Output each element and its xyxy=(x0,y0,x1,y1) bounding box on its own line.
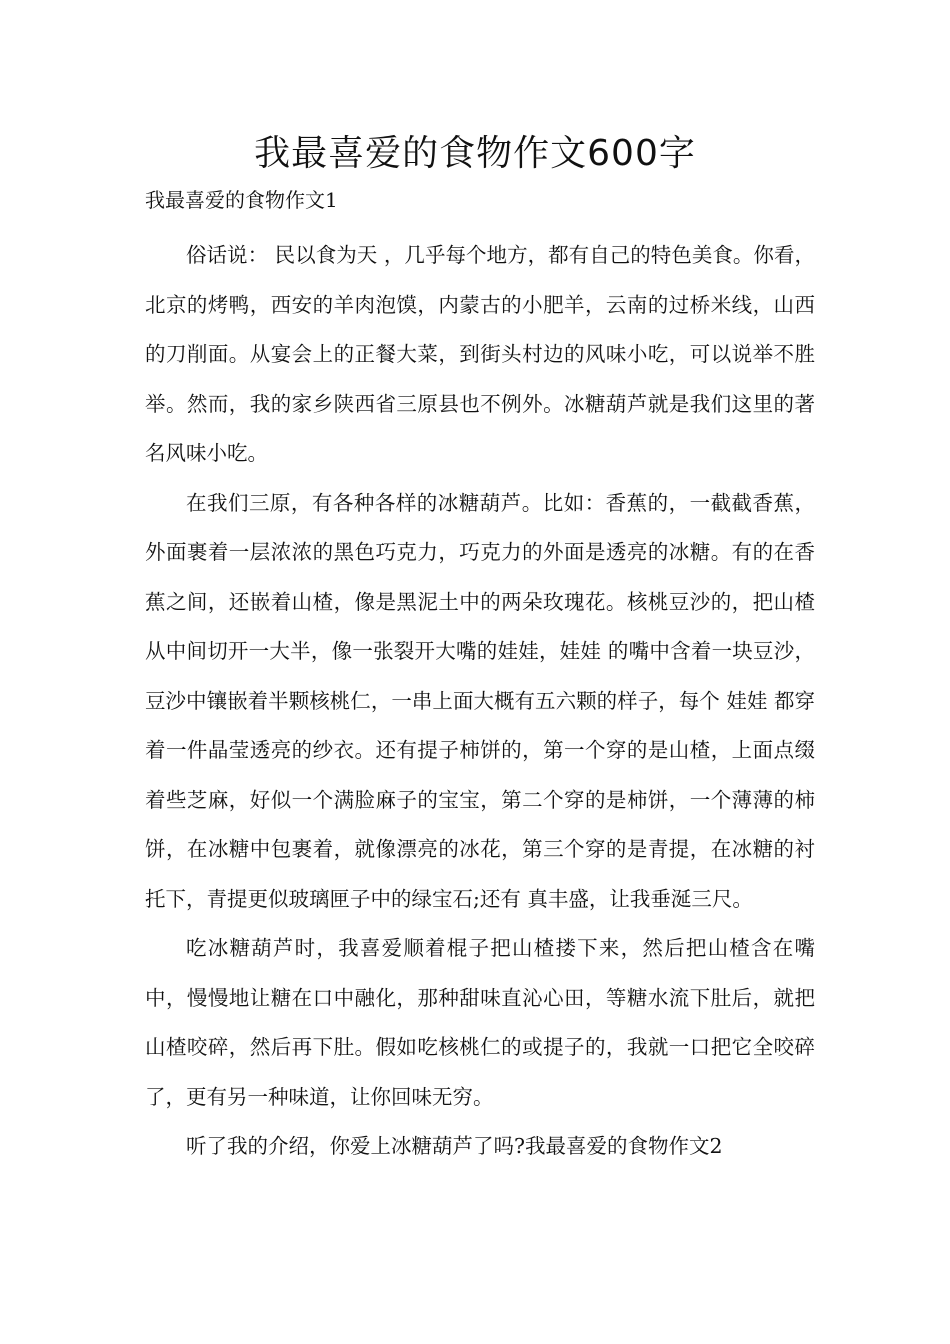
paragraph: 听了我的介绍，你爱上冰糖葫芦了吗?我最喜爱的食物作文2 xyxy=(186,1134,723,1158)
paragraph: 在我们三原，有各种各样的冰糖葫芦。比如：香蕉的，一截截香蕉，外面裹着一层浓浓的黑色巧克力，巧克力的外面是透亮的冰糖。有的在香蕉之间，还嵌着山楂，像是黑泥土中的两朵玫瑰花。核桃豆沙的，把山楂从中间切开一大半，像一张裂开大嘴的娃娃，娃娃 的嘴中含着一块豆沙，豆沙中镶嵌着半颗核桃仁，一串上面大概有五六颗的样子，每个 娃娃 都穿着一件晶莹透亮的纱衣。还有提子柿饼的，第一个穿的是山楂，上面点缀着些芝麻，好似一个满脸麻子的宝宝，第二个穿的是柿饼，一个薄薄的柿饼，在冰糖中包裹着，就像漂亮的冰花，第三个穿的是青提，在冰糖的衬托下，青提更似玻璃匣子中的绿宝石;还有 真丰盛，让我垂涎三尺。 xyxy=(145,490,815,911)
paragraph: 俗话说： 民以食为天 ，几乎每个地方，都有自己的特色美食。你看，北京的烤鸭，西安的羊肉泡馍，内蒙古的小肥羊，云南的过桥米线，山西的刀削面。从宴会上的正餐大菜，到街头村边的风味小吃，可以说举不胜举。然而，我的家乡陕西省三原县也不例外。冰糖葫芦就是我们这里的著名风味小吃。 xyxy=(145,243,815,465)
document-title: 我最喜爱的食物作文600字 xyxy=(254,133,696,174)
essay-body xyxy=(145,231,815,1172)
paragraph: 吃冰糖葫芦时，我喜爱顺着棍子把山楂搂下来，然后把山楂含在嘴中，慢慢地让糖在口中融化，那种甜味直沁心田，等糖水流下肚后，就把山楂咬碎，然后再下肚。假如吃核桃仁的或提子的，我就一口把它全咬碎了，更有另一种味道，让你回味无穷。 xyxy=(145,936,815,1109)
essay-heading: 我最喜爱的食物作文1 xyxy=(145,188,338,212)
